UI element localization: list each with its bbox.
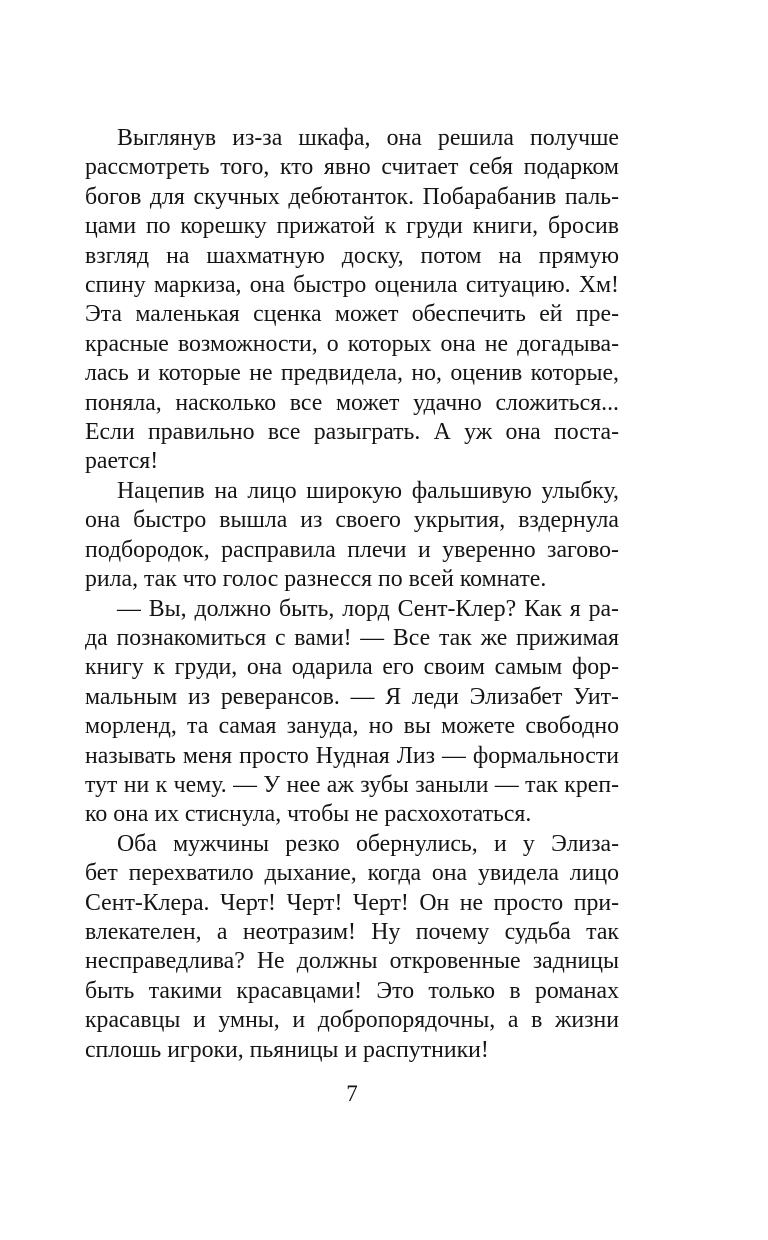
text-block <box>85 124 619 1065</box>
text-line: красные возможности, о которых она не догадыва- <box>85 330 619 357</box>
text-line: бет перехватило дыхание, когда она увидела лицо <box>85 860 619 887</box>
text-line: подбородок, расправила плечи и уверенно загово- <box>85 536 619 563</box>
text-line: ко она их стиснула, чтобы не расхохотаться. <box>85 801 532 828</box>
text-line: поняла, насколько все может удачно сложиться... <box>85 389 619 416</box>
text-line: Сент-Клера. Черт! Черт! Черт! Он не просто при- <box>85 889 619 916</box>
text-line: Нацепив на лицо широкую фальшивую улыбку, <box>117 477 619 504</box>
text-line: быть такими красавцами! Это только в романах <box>85 977 619 1004</box>
text-line: спину маркиза, она быстро оценила ситуацию. Хм! <box>85 272 619 299</box>
text-line: богов для скучных дебютанток. Побарабанив паль- <box>85 183 619 210</box>
text-line: называть меня просто Нудная Лиз — формальности <box>85 742 619 769</box>
text-line: красавцы и умны, и добропорядочны, а в жизни <box>85 1007 619 1034</box>
text-line: цами по корешку прижатой к груди книги, бросив <box>85 213 619 240</box>
text-line: тут ни к чему. — У нее аж зубы заныли — так креп- <box>85 771 619 798</box>
text-line: лась и которые не предвидела, но, оценив которые, <box>85 360 619 387</box>
text-line: Выглянув из-за шкафа, она решила получше <box>117 125 619 151</box>
text-line: рила, так что голос разнесся по всей комнате. <box>85 566 547 593</box>
text-line: взгляд на шахматную доску, потом на прямую <box>85 242 619 269</box>
text-line: Если правильно все разыграть. А уж она поста- <box>85 419 619 446</box>
paragraph <box>85 830 619 1065</box>
paragraph-dialogue <box>85 595 619 830</box>
text-line: Эта маленькая сценка может обеспечить ей пре- <box>85 301 619 328</box>
text-line: книгу к груди, она одарила его своим самым фор- <box>85 654 619 681</box>
text-line: да познакомиться с вами! — Все так же прижимая <box>85 624 619 651</box>
text-line: рается! <box>85 448 159 475</box>
paragraph <box>85 124 619 477</box>
page-number: 7 <box>346 1081 358 1106</box>
text-line: несправедлива? Не должны откровенные задницы <box>85 948 619 975</box>
text-line: морленд, та самая зануда, но вы можете свободно <box>85 713 619 740</box>
text-line: — Вы, должно быть, лорд Сент-Клер? Как я ра- <box>117 595 619 622</box>
text-line: она быстро вышла из своего укрытия, вздернула <box>85 507 619 534</box>
text-line: сплошь игроки, пьяницы и распутники! <box>85 1036 489 1063</box>
text-line: мальным из реверансов. — Я леди Элизабет Уит- <box>85 683 619 710</box>
text-line: влекателен, а неотразим! Ну почему судьба так <box>85 918 619 945</box>
text-line: Оба мужчины резко обернулись, и у Элиза- <box>117 830 619 857</box>
text-line: рассмотреть того, кто явно считает себя подарком <box>85 154 619 181</box>
paragraph <box>85 477 619 595</box>
